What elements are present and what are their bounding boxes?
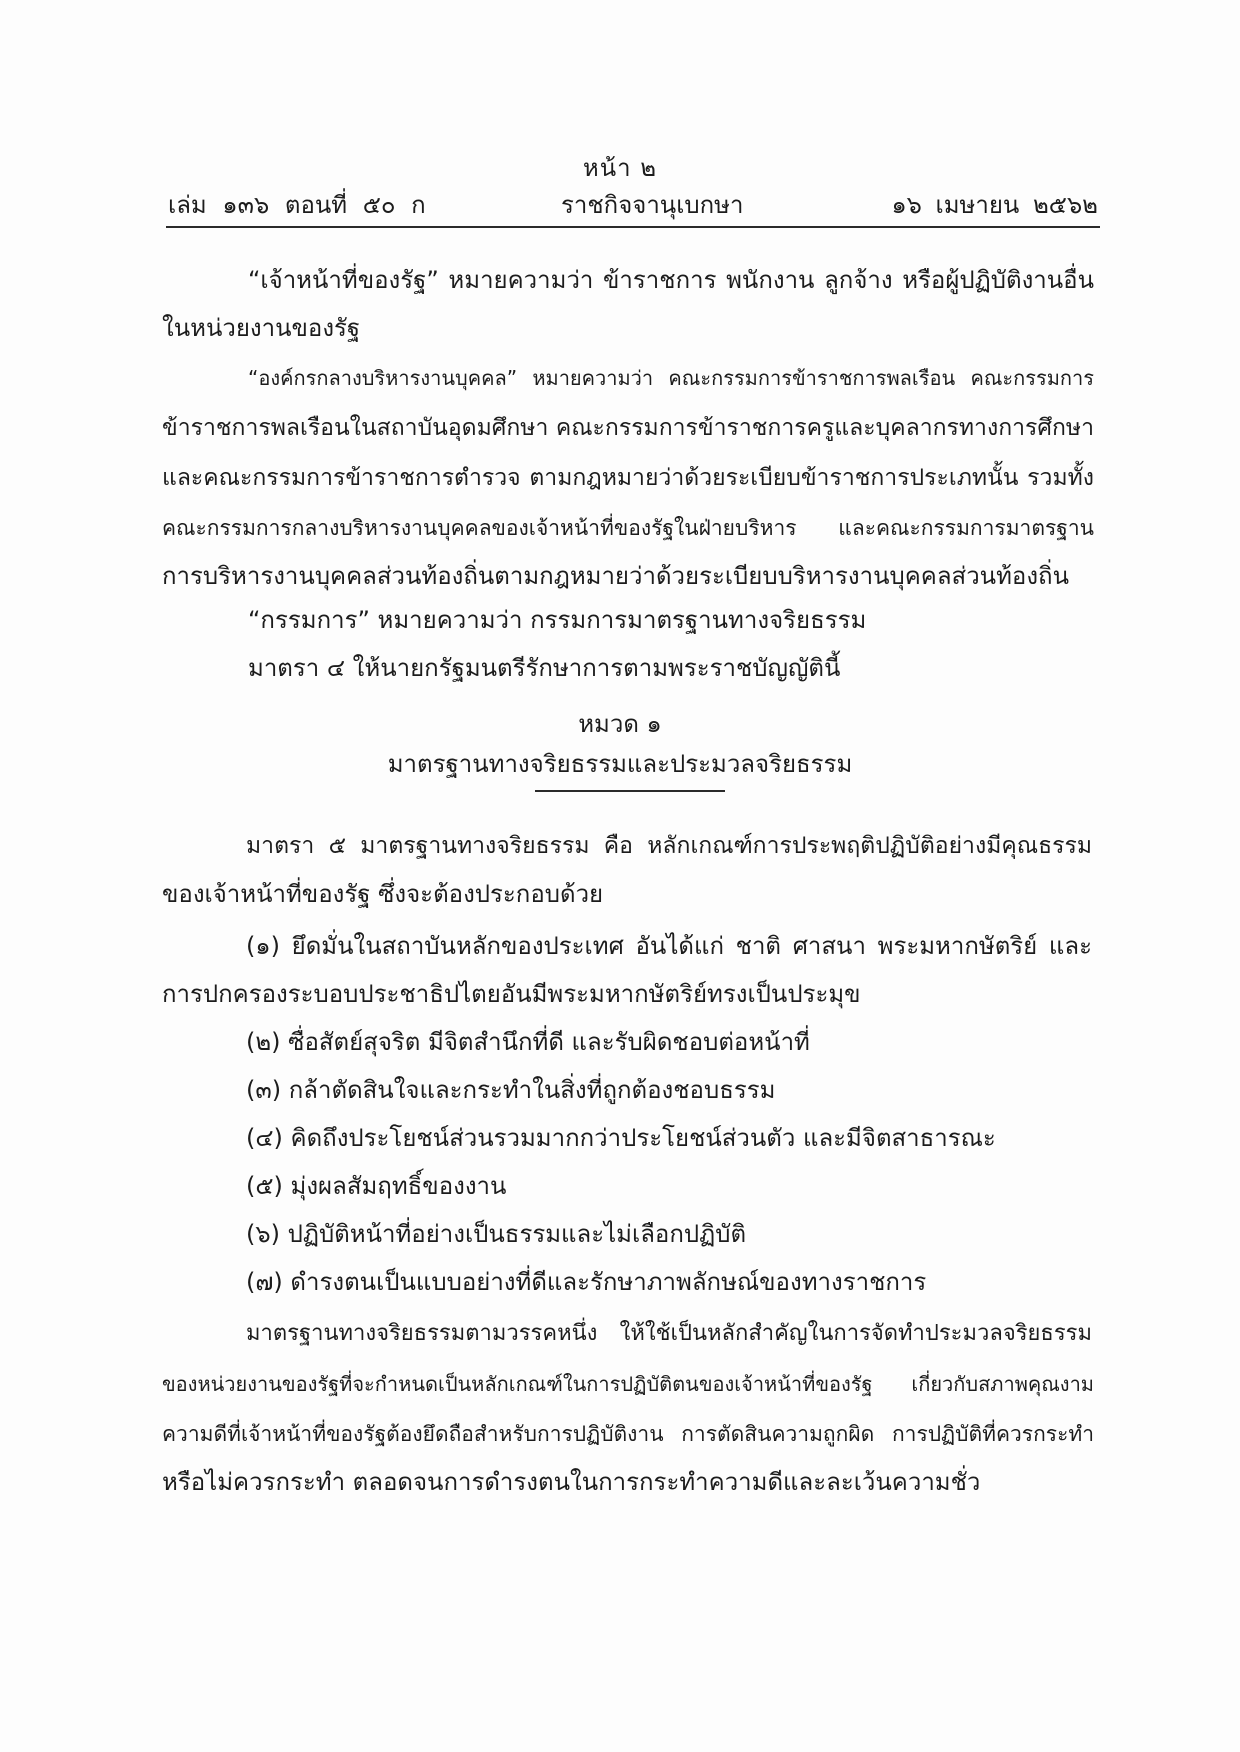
section-5-item-1-line-1: (๑) ยึดมั่นในสถาบันหลักของประเทศ อันได้แก่ ชาติ ศาสนา พระมหากษัตริย์ และ — [246, 932, 1092, 960]
definition-officer-line-1: “เจ้าหน้าที่ของรัฐ” หมายความว่า ข้าราชการ พนักงาน ลูกจ้าง หรือผู้ปฏิบัติงานอื่น — [248, 266, 1094, 294]
volume-issue: เล่ม ๑๓๖ ตอนที่ ๕๐ ก — [168, 191, 426, 219]
definition-agency-line-4: คณะกรรมการกลางบริหารงานบุคคลของเจ้าหน้าที่ของรัฐในฝ่ายบริหาร และคณะกรรมการมาตรฐาน — [162, 516, 1094, 540]
definition-officer-line-2: ในหน่วยงานของรัฐ — [162, 314, 361, 342]
section-5-para-line-4: หรือไม่ควรกระทำ ตลอดจนการดำรงตนในการกระทำความดีและละเว้นความชั่ว — [162, 1468, 981, 1496]
chapter-number: หมวด ๑ — [578, 710, 662, 738]
publication-date: ๑๖ เมษายน ๒๕๖๒ — [891, 191, 1098, 219]
section-5-line-1: มาตรา ๕ มาตรฐานทางจริยธรรม คือ หลักเกณฑ์การประพฤติปฏิบัติอย่างมีคุณธรรม — [246, 833, 1092, 859]
chapter-title: มาตรฐานทางจริยธรรมและประมวลจริยธรรม — [387, 750, 853, 778]
section-5-para-line-1: มาตรฐานทางจริยธรรมตามวรรคหนึ่ง ให้ใช้เป็นหลักสำคัญในการจัดทำประมวลจริยธรรม — [246, 1321, 1092, 1346]
definition-agency-line-2: ข้าราชการพลเรือนในสถาบันอุดมศึกษา คณะกรรมการข้าราชการครูและบุคลากรทางการศึกษา — [162, 415, 1094, 441]
chapter-divider — [535, 790, 725, 792]
section-5-para-line-2: ของหน่วยงานของรัฐที่จะกำหนดเป็นหลักเกณฑ์ในการปฏิบัติตนของเจ้าหน้าที่ของรัฐ เกี่ยวกับสภาพคุณงาม — [162, 1372, 1094, 1396]
definition-committee: “กรรมการ” หมายความว่า กรรมการมาตรฐานทางจริยธรรม — [248, 606, 867, 634]
section-5-item-2: (๒) ซื่อสัตย์สุจริต มีจิตสำนึกที่ดี และรับผิดชอบต่อหน้าที่ — [246, 1028, 810, 1056]
definition-agency-line-5: การบริหารงานบุคคลส่วนท้องถิ่นตามกฎหมายว่าด้วยระเบียบบริหารงานบุคคลส่วนท้องถิ่น — [162, 562, 1069, 590]
page-number: หน้า ๒ — [582, 154, 658, 182]
section-5-item-1-line-2: การปกครองระบอบประชาธิปไตยอันมีพระมหากษัตริย์ทรงเป็นประมุข — [162, 980, 861, 1008]
section-5-item-4: (๔) คิดถึงประโยชน์ส่วนรวมมากกว่าประโยชน์ส่วนตัว และมีจิตสาธารณะ — [246, 1124, 996, 1152]
section-5-item-7: (๗) ดำรงตนเป็นแบบอย่างที่ดีและรักษาภาพลักษณ์ของทางราชการ — [246, 1268, 927, 1296]
header-divider — [166, 226, 1100, 228]
definition-agency-line-3: และคณะกรรมการข้าราชการตำรวจ ตามกฎหมายว่าด้วยระเบียบข้าราชการประเภทนั้น รวมทั้ง — [162, 465, 1094, 491]
section-5-item-6: (๖) ปฏิบัติหน้าที่อย่างเป็นธรรมและไม่เลือกปฏิบัติ — [246, 1220, 747, 1248]
section-5-para-line-3: ความดีที่เจ้าหน้าที่ของรัฐต้องยึดถือสำหรับการปฏิบัติงาน การตัดสินความถูกผิด การปฏิบัติที่ควรกระทำ — [162, 1422, 1094, 1446]
section-5-item-5: (๕) มุ่งผลสัมฤทธิ์ของงาน — [246, 1172, 507, 1200]
section-4: มาตรา ๔ ให้นายกรัฐมนตรีรักษาการตามพระราชบัญญัตินี้ — [248, 654, 841, 682]
definition-agency-line-1: “องค์กรกลางบริหารงานบุคคล” หมายความว่า คณะกรรมการข้าราชการพลเรือน คณะกรรมการ — [248, 366, 1094, 390]
section-5-item-3: (๓) กล้าตัดสินใจและกระทำในสิ่งที่ถูกต้องชอบธรรม — [246, 1076, 776, 1104]
section-5-line-2: ของเจ้าหน้าที่ของรัฐ ซึ่งจะต้องประกอบด้วย — [162, 880, 604, 908]
publication-title: ราชกิจจานุเบกษา — [561, 191, 744, 219]
page-header — [168, 185, 1098, 221]
